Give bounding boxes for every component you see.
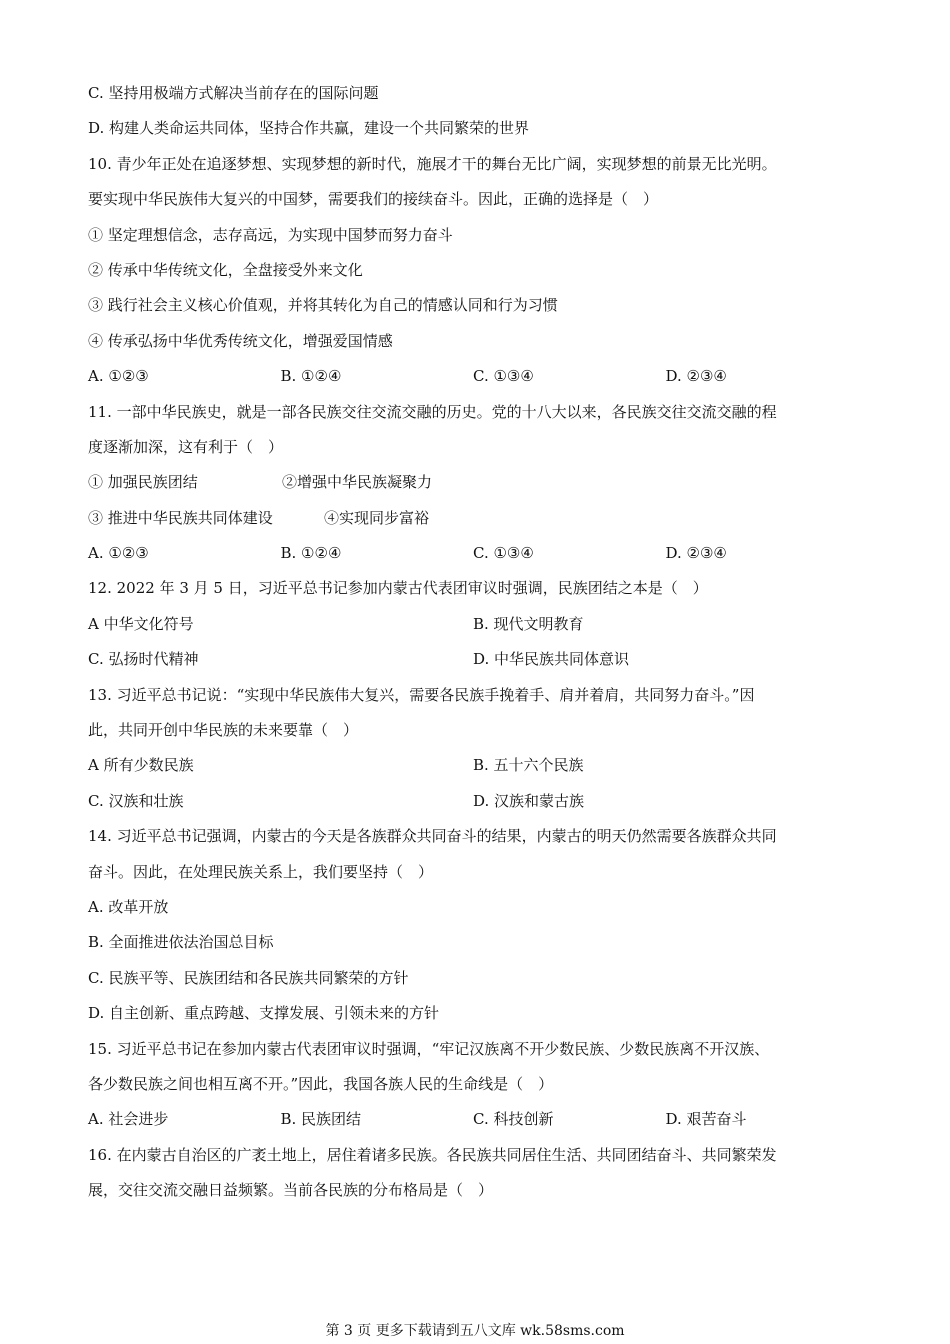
- q9-option-c: C. 坚持用极端方式解决当前存在的国际问题: [88, 84, 379, 102]
- q16-stem-line2: 展，交往交流交融日益频繁。当前各民族的分布格局是（ ）: [88, 1181, 494, 1200]
- q12-option-a: A 中华文化符号: [88, 614, 194, 633]
- q11-statements-row1: [88, 465, 858, 500]
- q13-option-a: A 所有少数民族: [88, 756, 194, 775]
- q11-option-a: A. ①②③: [88, 544, 149, 563]
- q11-option-b: B. ①②④: [280, 544, 342, 563]
- exam-page-content: [88, 76, 858, 1209]
- q10-options-row: [88, 359, 858, 394]
- q10-option-b: B. ①②④: [280, 367, 342, 386]
- q10-stem-line1: 10. 青少年正处在追逐梦想、实现梦想的新时代，施展才干的舞台无比广阔，实现梦想的前景无比光明。: [88, 154, 777, 173]
- q12-options-row1: [88, 607, 858, 642]
- q15-option-a: A. 社会进步: [88, 1110, 169, 1129]
- q11-statement-3: ③ 推进中华民族共同体建设: [88, 508, 273, 527]
- q11-options-row: [88, 536, 858, 571]
- q12-option-b: B. 现代文明教育: [473, 614, 584, 633]
- q10-statement-2: ② 传承中华传统文化，全盘接受外来文化: [88, 260, 363, 279]
- q16-stem-line1: 16. 在内蒙古自治区的广袤土地上，居住着诸多民族。各民族共同居住生活、共同团结奋斗、共同繁荣发: [88, 1145, 777, 1164]
- q13-options-row1: [88, 748, 858, 783]
- q13-option-c: C. 汉族和壮族: [88, 791, 184, 810]
- q10-stem-line2: 要实现中华民族伟大复兴的中国梦，需要我们的接续奋斗。因此，正确的选择是（ ）: [88, 190, 659, 209]
- q15-option-d: D. 艰苦奋斗: [665, 1110, 747, 1129]
- q14-option-b: B. 全面推进依法治国总目标: [88, 933, 274, 952]
- q10-option-a: A. ①②③: [88, 367, 149, 386]
- q14-stem-line1: 14. 习近平总书记强调，内蒙古的今天是各族群众共同奋斗的结果，内蒙古的明天仍然需要各族群众共同: [88, 827, 777, 846]
- q13-option-b: B. 五十六个民族: [473, 756, 584, 775]
- q13-stem-line2: 此，共同开创中华民族的未来要靠（ ）: [88, 721, 359, 740]
- q10-statement-3: ③ 践行社会主义核心价值观，并将其转化为自己的情感认同和行为习惯: [88, 296, 558, 315]
- q15-stem-line2: 各少数民族之间也相互离不开。”因此，我国各族人民的生命线是（ ）: [88, 1074, 554, 1093]
- q15-option-c: C. 科技创新: [473, 1110, 554, 1129]
- q9-option-d: D. 构建人类命运共同体，坚持合作共赢，建设一个共同繁荣的世界: [88, 119, 530, 138]
- q14-stem-line2: 奋斗。因此，在处理民族关系上，我们要坚持（ ）: [88, 862, 434, 881]
- q14-option-d: D. 自主创新、重点跨越、支撑发展、引领未来的方针: [88, 1004, 440, 1023]
- q13-options-row2: [88, 784, 858, 819]
- q11-option-c: C. ①③④: [473, 544, 534, 563]
- q12-stem: 12. 2022 年 3 月 5 日，习近平总书记参加内蒙古代表团审议时强调，民族团结之本是（ ）: [88, 579, 708, 598]
- q11-stem-line2: 度逐渐加深，这有利于（ ）: [88, 437, 284, 456]
- q10-option-c: C. ①③④: [473, 367, 534, 386]
- q13-option-d: D. 汉族和蒙古族: [473, 791, 585, 810]
- q12-option-d: D. 中华民族共同体意识: [473, 650, 630, 669]
- q11-statements-row2: [88, 501, 858, 536]
- q11-statement-2: ②增强中华民族凝聚力: [282, 473, 433, 492]
- q15-option-b: B. 民族团结: [280, 1110, 362, 1129]
- q14-option-c: C. 民族平等、民族团结和各民族共同繁荣的方针: [88, 968, 409, 987]
- q11-option-d: D. ②③④: [665, 544, 727, 563]
- q11-statement-1: ① 加强民族团结: [88, 473, 198, 492]
- q10-statement-4: ④ 传承弘扬中华优秀传统文化，增强爱国情感: [88, 331, 393, 350]
- q15-stem-line1: 15. 习近平总书记在参加内蒙古代表团审议时强调，“牢记汉族离不开少数民族、少数民族离不开汉族、: [88, 1039, 770, 1058]
- page-footer: 第 3 页 更多下载请到五八文库 wk.58sms.com: [325, 1323, 625, 1339]
- q12-options-row2: [88, 642, 858, 677]
- q13-stem-line1: 13. 习近平总书记说：“实现中华民族伟大复兴，需要各民族手挽着手、肩并着肩，共同努力奋斗。”因: [88, 685, 755, 704]
- q15-options-row: [88, 1102, 858, 1137]
- q11-statement-4: ④实现同步富裕: [324, 508, 430, 527]
- q14-option-a: A. 改革开放: [88, 897, 169, 916]
- q10-option-d: D. ②③④: [665, 367, 727, 386]
- q11-stem-line1: 11. 一部中华民族史，就是一部各民族交往交流交融的历史。党的十八大以来，各民族交往交流交融的程: [88, 402, 777, 421]
- q10-statement-1: ① 坚定理想信念，志存高远，为实现中国梦而努力奋斗: [88, 225, 453, 244]
- q12-option-c: C. 弘扬时代精神: [88, 650, 199, 669]
